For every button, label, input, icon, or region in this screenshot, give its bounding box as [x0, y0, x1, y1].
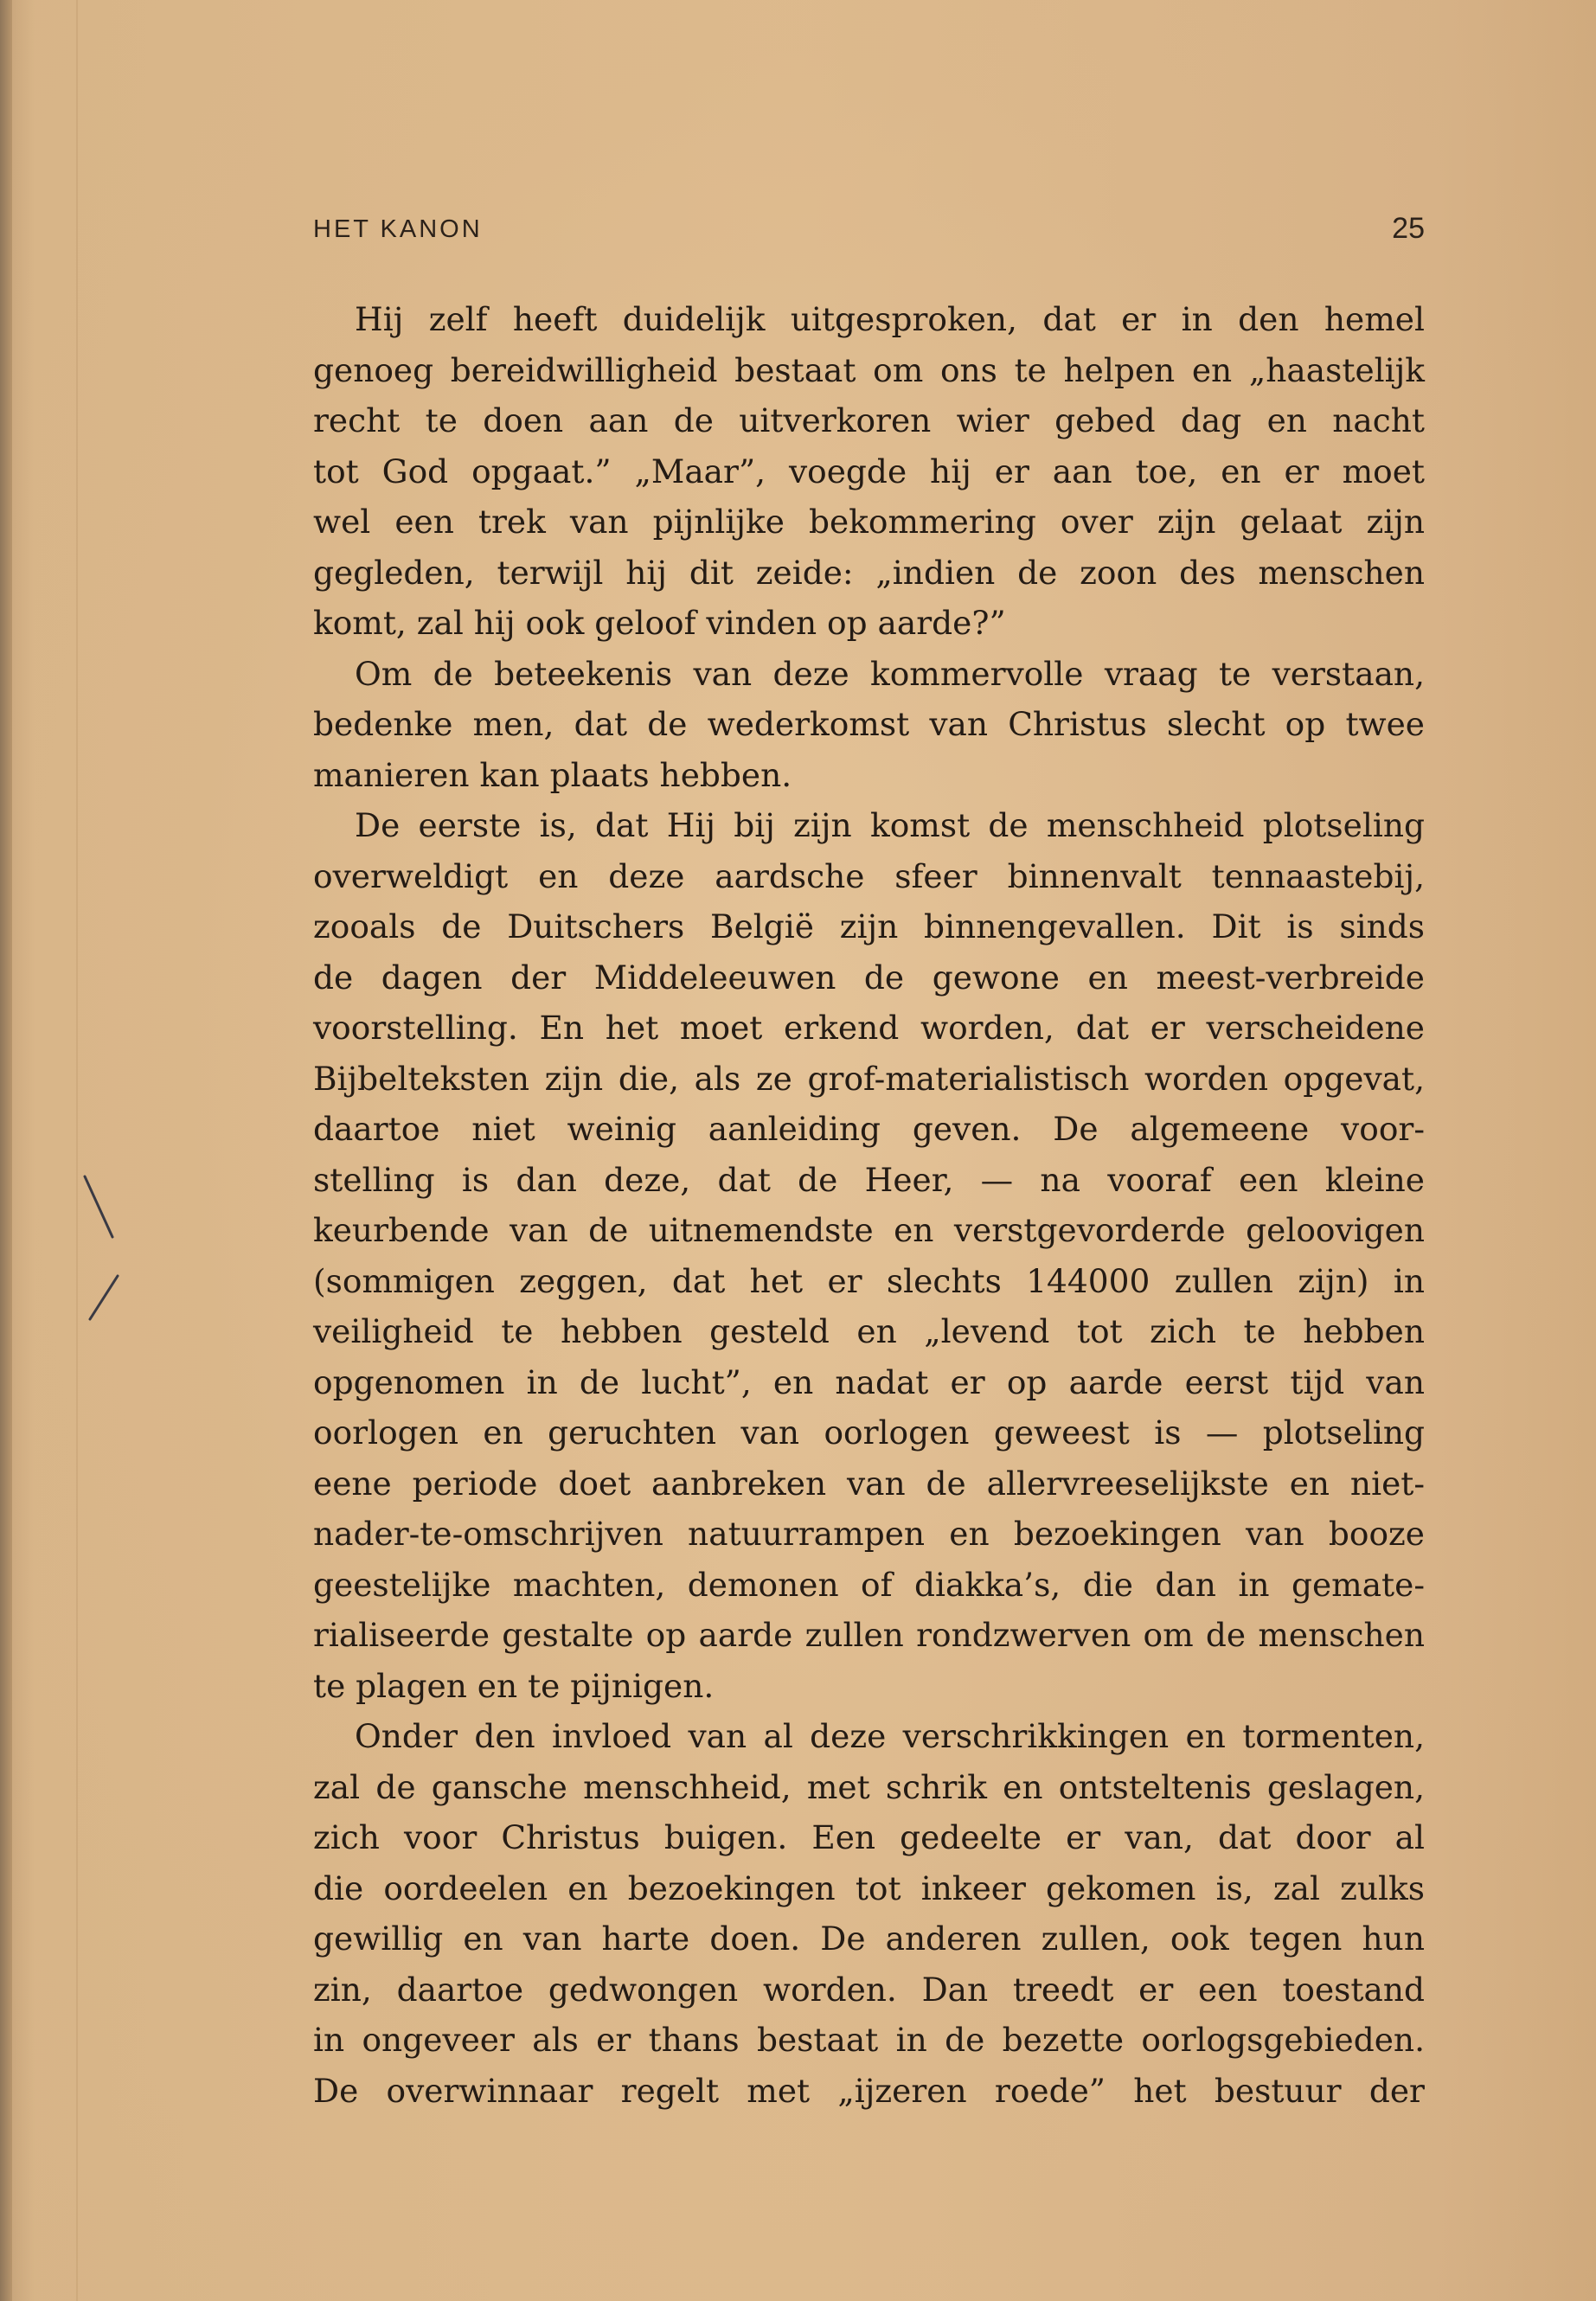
text-line: geestelijke machten, demonen of diakka’s, die dan in gemate- — [313, 1565, 1425, 1604]
text-line: Hij zelf heeft duidelijk uitgesproken, dat er in den hemel — [355, 300, 1425, 338]
text-line: voorstelling. En het moet erkend worden, dat er verscheidene — [313, 1009, 1425, 1047]
text-line: gewillig en van harte doen. De anderen zullen, ook tegen hun — [313, 1920, 1425, 1958]
text-line: wel een trek van pijnlijke bekommering over zijn gelaat zijn — [313, 503, 1425, 541]
page-header — [313, 212, 1425, 247]
text-line: die oordeelen en bezoekingen tot inkeer gekomen is, zal zulks — [313, 1868, 1425, 1907]
running-head: HET KANON — [313, 215, 483, 243]
text-line: zooals de Duitschers België zijn binnengevallen. Dit is sinds — [313, 907, 1425, 945]
text-line: gegleden, terwijl hij dit zeide: „indien de zoon des menschen — [313, 553, 1425, 592]
page-number: 25 — [1392, 212, 1425, 245]
text-line: (sommigen zeggen, dat het er slechts 144000 zullen zijn) in — [313, 1261, 1425, 1300]
text-line: in ongeveer als er thans bestaat in de bezette oorlogsgebieden. — [313, 2021, 1425, 2059]
text-line: rialiseerde gestalte op aarde zullen rondzwerven om de menschen — [313, 1616, 1425, 1654]
text-line: zich voor Christus buigen. Een gedeelte er van, dat door al — [313, 1818, 1425, 1856]
text-line: komt, zal hij ook geloof vinden op aarde?” — [313, 604, 1006, 642]
text-line: tot God opgaat.” „Maar”, voegde hij er aan toe, en er moet — [313, 452, 1425, 490]
text-line: de dagen der Middeleeuwen de gewone en meest-verbreide — [313, 958, 1425, 997]
text-line: zal de gansche menschheid, met schrik en ontsteltenis geslagen, — [313, 1767, 1425, 1806]
pencil-margin-mark — [78, 1159, 130, 1332]
text-line: genoeg bereidwilligheid bestaat om ons te helpen en „haastelijk — [313, 350, 1425, 389]
paper-crease — [76, 0, 78, 2301]
text-line: zin, daartoe gedwongen worden. Dan treedt er een toestand — [313, 1970, 1425, 2009]
text-line: bedenke men, dat de wederkomst van Christus slecht op twee — [313, 705, 1425, 743]
body-text — [313, 294, 1425, 2116]
text-line: te plagen en te pijnigen. — [313, 1666, 715, 1705]
text-line: Bijbelteksten zijn die, als ze grof-materialistisch worden opgevat, — [313, 1059, 1425, 1098]
text-line: recht te doen aan de uitverkoren wier gebed dag en nacht — [313, 401, 1425, 439]
text-line: eene periode doet aanbreken van de allervreeselijkste en niet- — [313, 1464, 1425, 1503]
text-line: daartoe niet weinig aanleiding geven. De algemeene voor- — [313, 1110, 1425, 1148]
page-left-edge — [0, 0, 12, 2301]
text-line: De overwinnaar regelt met „ijzeren roede” het bestuur der — [313, 2071, 1425, 2110]
text-line: Onder den invloed van al deze verschrikkingen en tormenten, — [355, 1717, 1425, 1755]
text-line: stelling is dan deze, dat de Heer, — na vooraf een kleine — [313, 1160, 1425, 1199]
text-line: veiligheid te hebben gesteld en „levend tot zich te hebben — [313, 1312, 1425, 1350]
text-line: opgenomen in de lucht”, en nadat er op aarde eerst tijd van — [313, 1362, 1425, 1401]
text-line: De eerste is, dat Hij bij zijn komst de menschheid plotseling — [355, 806, 1425, 844]
text-line: manieren kan plaats hebben. — [313, 755, 792, 794]
text-line: oorlogen en geruchten van oorlogen geweest is — plotseling — [313, 1413, 1425, 1452]
text-line: keurbende van de uitnemendste en verstgevorderde geloovigen — [313, 1211, 1425, 1249]
text-line: nader-te-omschrijven natuurrampen en bezoekingen van booze — [313, 1515, 1425, 1553]
text-line: overweldigt en deze aardsche sfeer binnenvalt tennaastebij, — [313, 856, 1425, 895]
text-line: Om de beteekenis van deze kommervolle vraag te verstaan, — [355, 654, 1425, 693]
